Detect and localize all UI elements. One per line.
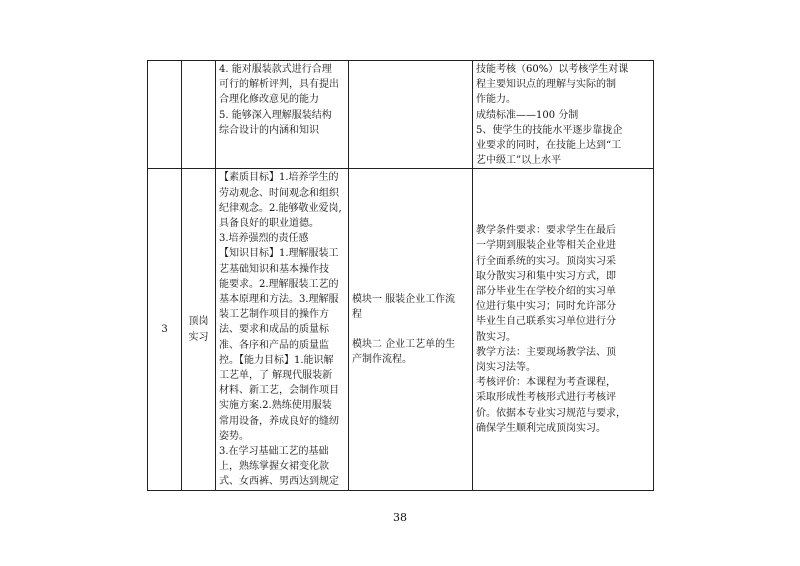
assessment-cell (473, 169, 654, 490)
module-line: 模块一 服装企业工作流 (352, 293, 456, 305)
assessment-line: 毕业生自己联系实习单位进行分 (476, 316, 616, 328)
goal-line: 式、女西裤、男西达到规定 (219, 476, 339, 488)
assessment-line: 技能考核（60%）以考核学生对课 (476, 64, 629, 75)
assessment-line: 艺中级工”以上水平 (476, 155, 562, 167)
table-row (148, 61, 654, 169)
assessment-line: 位进行集中实习；同时允许部分 (476, 301, 616, 313)
goal-line: 控。【能力目标】1.能识解 (219, 354, 334, 366)
assessment-line: 确保学生顺利完成顶岗实习。 (476, 422, 606, 434)
assessment-line: 程主要知识点的理解与实际的制 (476, 79, 616, 91)
goal-line: 3.在学习基础工艺的基础 (219, 446, 329, 458)
module-line: 模块二 企业工艺单的生 (352, 339, 456, 351)
assessment-line: 5、使学生的技能水平逐步靠拢企 (476, 124, 623, 136)
row-number-cell (148, 61, 182, 169)
goals-cell (216, 169, 349, 490)
goal-line: 可行的解析评判，具有提出 (219, 79, 339, 91)
goal-line: 准、各序和产品的质量监 (219, 339, 329, 351)
modules-cell (349, 61, 473, 169)
assessment-line: 岗实习法等。 (476, 361, 536, 373)
goal-line: 综合设计的内涵和知识 (219, 124, 319, 136)
goal-line: 常用设备，养成良好的缝纫 (219, 415, 339, 427)
module-line: 程 (352, 308, 362, 320)
row-number-cell (148, 169, 182, 490)
goal-line: 姿势。 (219, 430, 249, 442)
goal-line: 具备良好的职业道德。 (219, 218, 319, 230)
assessment-line: 散实习。 (476, 331, 516, 343)
goal-line: 【知识目标】1.理解服装工 (219, 248, 339, 260)
goal-line: 材料、新工艺，会制作项目 (219, 385, 339, 397)
assessment-line: 一学期到服装企业等相关企业进 (476, 240, 616, 252)
assessment-line: 采取形成性考核形式进行考核评 (476, 392, 616, 404)
assessment-line: 取分散实习和集中实习方式，即 (476, 270, 616, 282)
course-table (147, 60, 654, 491)
assessment-cell (473, 61, 654, 169)
assessment-line: 部分毕业生在学校介绍的实习单 (476, 285, 616, 297)
assessment-line: 业要求的同时，在技能上达到“工 (476, 140, 622, 152)
assessment-line: 成绩标准——100 分制 (476, 109, 579, 121)
goal-line: 上，熟练掌握女裙变化款 (219, 461, 329, 473)
row-name-line: 实习 (188, 331, 209, 343)
goal-line: 【素质目标】1.培养学生的 (219, 172, 339, 184)
assessment-line: 考核评价：本课程为考查课程， (476, 377, 616, 389)
goal-line: 合理化修改意见的能力 (219, 94, 319, 106)
assessment-line: 行全面系统的实习。顶岗实习采 (476, 255, 616, 267)
goal-line: 3.培养强烈的责任感 (219, 233, 309, 245)
row-name-cell (182, 61, 216, 169)
row-name-line: 顶岗 (188, 316, 209, 328)
goal-line: 纪律观念。2.能够敬业爱岗, (219, 202, 342, 214)
goal-line: 实施方案.2.熟练使用服装 (219, 400, 332, 412)
assessment-line: 教学方法：主要现场教学法、顶 (476, 346, 616, 358)
goals-cell (216, 61, 349, 169)
goal-line: 法、要求和成品的质量标 (219, 324, 329, 336)
row-number: 3 (161, 323, 168, 335)
goal-line: 工艺单，了 解现代服装新 (219, 370, 333, 382)
goal-line: 装工艺制作项目的操作方 (219, 309, 329, 321)
row-name-cell (182, 169, 216, 490)
modules-cell (349, 169, 473, 490)
assessment-line: 教学条件要求：要求学生在最后 (476, 225, 616, 237)
module-line: 产制作流程。 (352, 354, 412, 366)
goal-line: 能要求。2.理解服装工艺的 (219, 278, 339, 290)
goal-line: 艺基础知识和基本操作技 (219, 263, 329, 275)
goal-line: 劳动观念、时间观念和组织 (219, 187, 339, 199)
page-number: 38 (393, 511, 407, 524)
assessment-line: 作能力。 (476, 94, 516, 106)
goal-line: 4. 能对服装款式进行合理 (219, 64, 332, 75)
assessment-line: 价。依据本专业实习规范与要求， (476, 407, 626, 419)
goal-line: 基本原理和方法。3.理解服 (219, 294, 339, 306)
table-row (148, 169, 654, 490)
module-line (352, 322, 469, 337)
goal-line: 5. 能够深入理解服装结构 (219, 109, 332, 121)
